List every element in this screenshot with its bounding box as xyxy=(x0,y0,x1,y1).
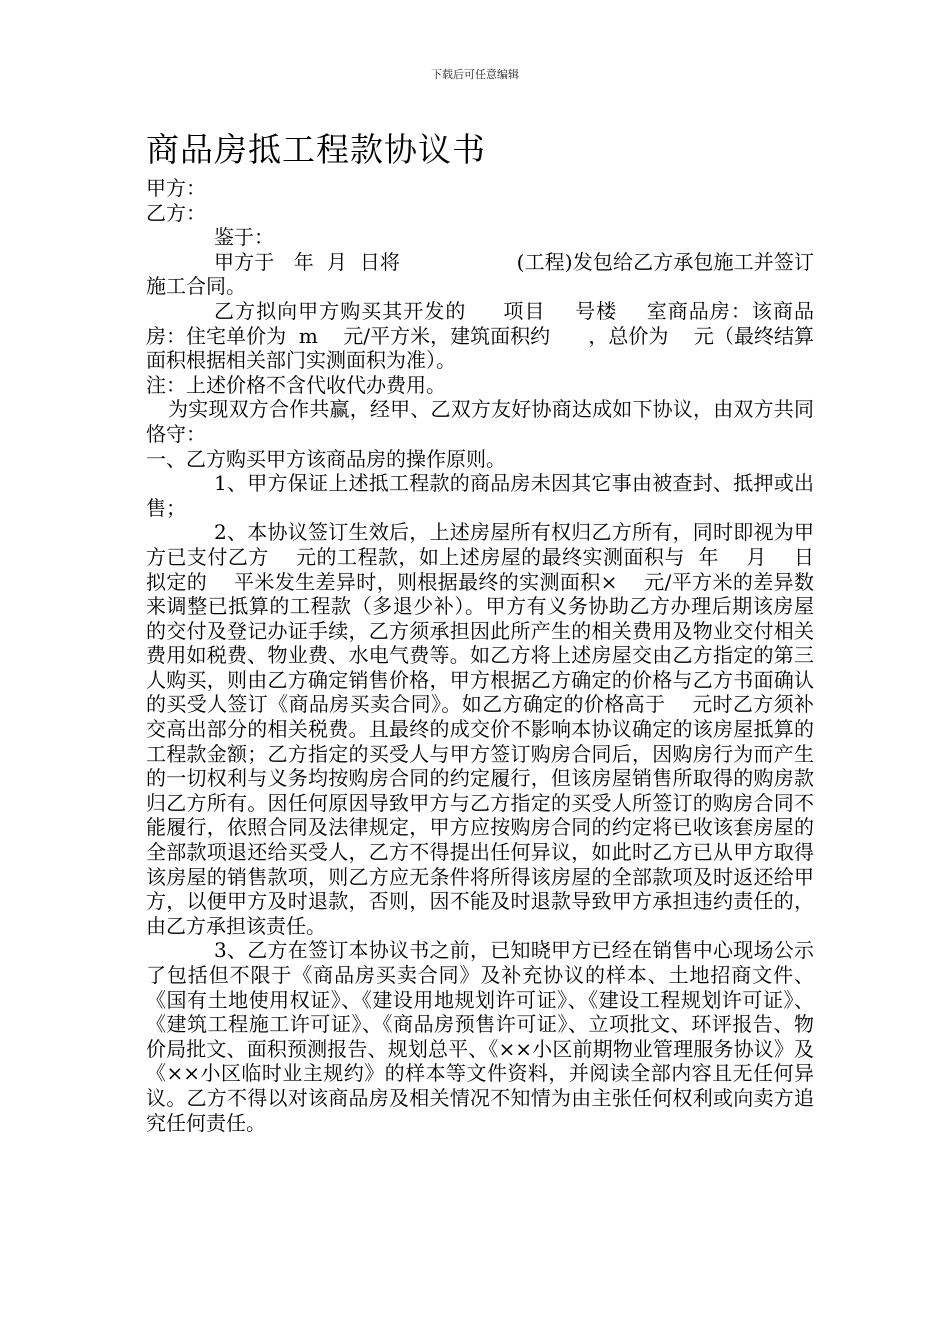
document-body xyxy=(146,124,814,1135)
whereas-heading: 鉴于： xyxy=(214,225,274,250)
party-a-label: 甲方： xyxy=(146,176,206,200)
paragraph-contract: 甲方于 年 月 日将 (工程)发包给乙方承包施工并签订施工合同。 xyxy=(146,249,814,299)
clause-1: 1、甲方保证上述抵工程款的商品房未因其它事由被查封、抵押或出售； xyxy=(146,471,814,520)
paragraph-purchase: 乙方拟向甲方购买其开发的 项目 号楼 室商品房：该商品房：住宅单价为 m 元/平方米，建筑面积约 ，总价为 元（最终结算面积根据相关部门实测面积为准）。 xyxy=(146,298,814,373)
section-heading-1: 一、乙方购买甲方该商品房的操作原则。 xyxy=(146,446,506,471)
document-title: 商品房抵工程款协议书 xyxy=(146,130,486,169)
clause-2: 2、本协议签订生效后，上述房屋所有权归乙方所有，同时即视为甲方已支付乙方 元的工程款，如上述房屋的最终实测面积与 年 月 日拟定的 平米发生差异时，则根据最终的实测面积× 元/平方米的差异数来调整已抵算的工程款（多退少补）。甲方有义务协助乙方办理后期该房屋的交付及登记办证手续，乙方须承担因此所产生的相关费用及物业交付相关费用如税费、物业费、水电气费等。如乙方将上述房屋交由乙方指定的第三人购买，则由乙方确定销售价格，甲方根据乙方确定的价格与乙方书面确认的买受人签订《商品房买卖合同》。如乙方确定的价格高于 元时乙方须补交高出部分的相关税费。且最终的成交价不影响本协议确定的该房屋抵算的工程款金额；乙方指定的买受人与甲方签订购房合同后，因购房行为而产生的一切权利与义务均按购房合同的约定履行，但该房屋销售所取得的购房款归乙方所有。因任何原因导致甲方与乙方指定的买受人所签订的购房合同不能履行，依照合同及法律规定，甲方应按购房合同的约定将已收该套房屋的全部款项退还给买受人，乙方不得提出任何异议，如此时乙方已从甲方取得该房屋的销售款项，则乙方应无条件将所得该房屋的全部款项及时返还给甲方，以便甲方及时退款，否则，因不能及时退款导致甲方承担违约责任的，由乙方承担该责任。 xyxy=(146,520,814,938)
paragraph-intro: 为实现双方合作共赢，经甲、乙双方友好协商达成如下协议，由双方共同恪守： xyxy=(146,397,814,446)
price-note: 注：上述价格不含代收代办费用。 xyxy=(146,372,446,397)
party-b-label: 乙方： xyxy=(146,200,206,225)
header-note: 下载后可任意编辑 xyxy=(431,68,519,81)
clause-3: 3、乙方在签订本协议书之前，已知晓甲方已经在销售中心现场公示了包括但不限于《商品房买卖合同》及补充协议的样本、土地招商文件、《国有土地使用权证》、《建设用地规划许可证》、《建设工程规划许可证》、《建筑工程施工许可证》、《商品房预售许可证》、立项批文、环评报告、物价局批文、面积预测报告、规划总平、《××小区前期物业管理服务协议》及《××小区临时业主规约》的样本等文件资料，并阅读全部内容且无任何异议。乙方不得以对该商品房及相关情况不知情为由主张任何权利或向卖方追究任何责任。 xyxy=(146,938,814,1135)
